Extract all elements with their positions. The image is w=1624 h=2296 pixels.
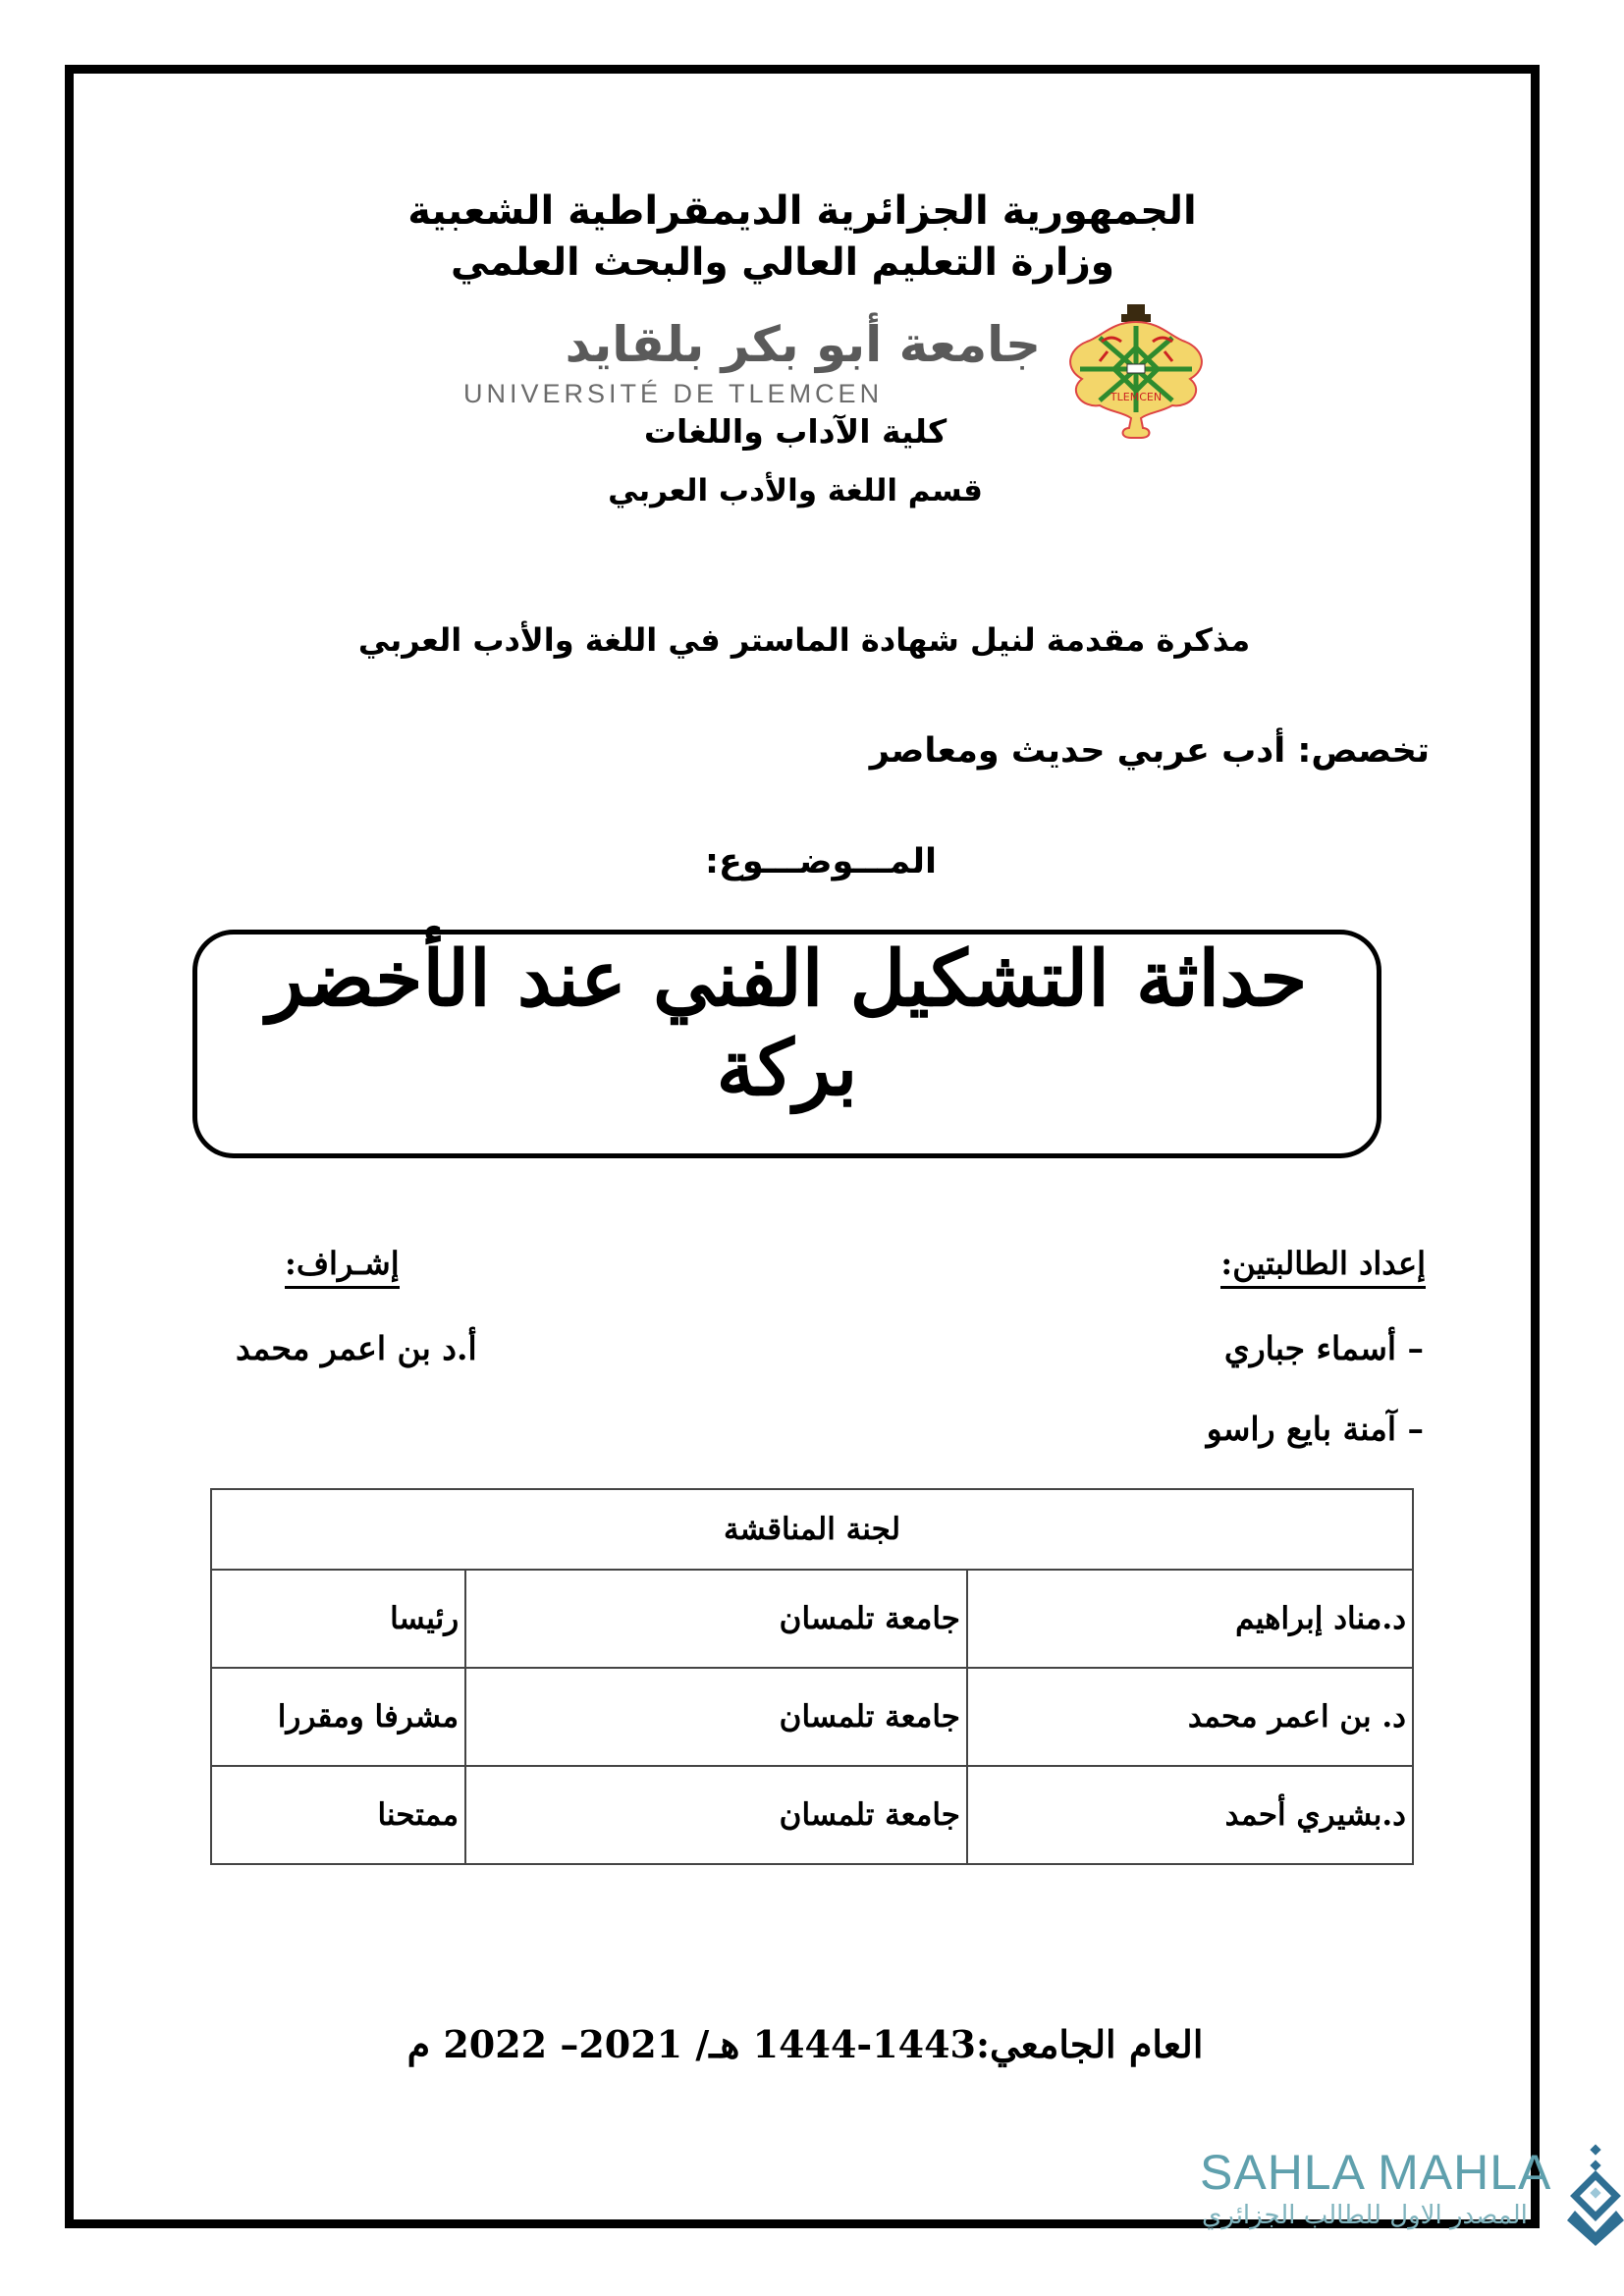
jury-member-role: رئيسا	[211, 1570, 465, 1668]
jury-member-institution: جامعة تلمسان	[465, 1570, 967, 1668]
department-name: قسم اللغة والأدب العربي	[608, 473, 983, 508]
republic-heading: الجمهورية الجزائرية الديمقراطية الشعبية	[407, 188, 1197, 234]
watermark-subtitle: المصدر الاول للطالب الجزائري	[1202, 2201, 1528, 2230]
table-row	[211, 1570, 1413, 1668]
student-name: – آمنة بايع راسو	[1206, 1410, 1424, 1448]
faculty-name: كلية الآداب واللغات	[643, 412, 947, 451]
table-row	[211, 1668, 1413, 1766]
jury-member-name: د. بن اعمر محمد	[967, 1668, 1413, 1766]
jury-table-title: لجنة المناقشة	[211, 1489, 1413, 1570]
supervision-label: إشـراف:	[285, 1245, 400, 1289]
subject-label: المـــوضـــوع:	[705, 842, 937, 881]
jury-member-name: د.مناد إبراهيم	[967, 1570, 1413, 1668]
memo-statement: مذكرة مقدمة لنيل شهادة الماستر في اللغة والأدب العربي	[357, 621, 1251, 659]
jury-table	[210, 1488, 1414, 1865]
sahla-mahla-logo-icon	[1567, 2142, 1624, 2248]
thesis-title-box	[192, 930, 1381, 1158]
university-name-fr: UNIVERSITÉ DE TLEMCEN	[463, 379, 884, 408]
specialization: تخصص: أدب عربي حديث ومعاصر	[869, 731, 1430, 771]
jury-member-name: د.بشيري أحمد	[967, 1766, 1413, 1864]
prepared-by-label: إعداد الطالبتين:	[1220, 1245, 1426, 1289]
ministry-heading: وزارة التعليم العالي والبحث العلمي	[450, 240, 1115, 285]
jury-member-institution: جامعة تلمسان	[465, 1668, 967, 1766]
university-name-ar: جامعة أبو بكر بلقايد	[565, 316, 1041, 373]
table-row	[211, 1766, 1413, 1864]
supervisor-name: أ.د بن اعمر محمد	[236, 1329, 477, 1367]
svg-text:TLEMCEN: TLEMCEN	[1110, 391, 1163, 403]
student-name: – أسماء جباري	[1223, 1329, 1424, 1367]
watermark-title: SAHLA MAHLA	[1200, 2145, 1552, 2200]
jury-member-role: ممتحنا	[211, 1766, 465, 1864]
academic-year: العام الجامعي:1443-1444 هـ/ 2021– 2022 م	[406, 2022, 1204, 2066]
sahla-mahla-watermark	[1178, 2140, 1624, 2238]
thesis-title: حداثة التشكيل الفني عند الأخضر بركة	[266, 934, 1308, 1113]
jury-member-role: مشرفا ومقررا	[211, 1668, 465, 1766]
jury-member-institution: جامعة تلمسان	[465, 1766, 967, 1864]
